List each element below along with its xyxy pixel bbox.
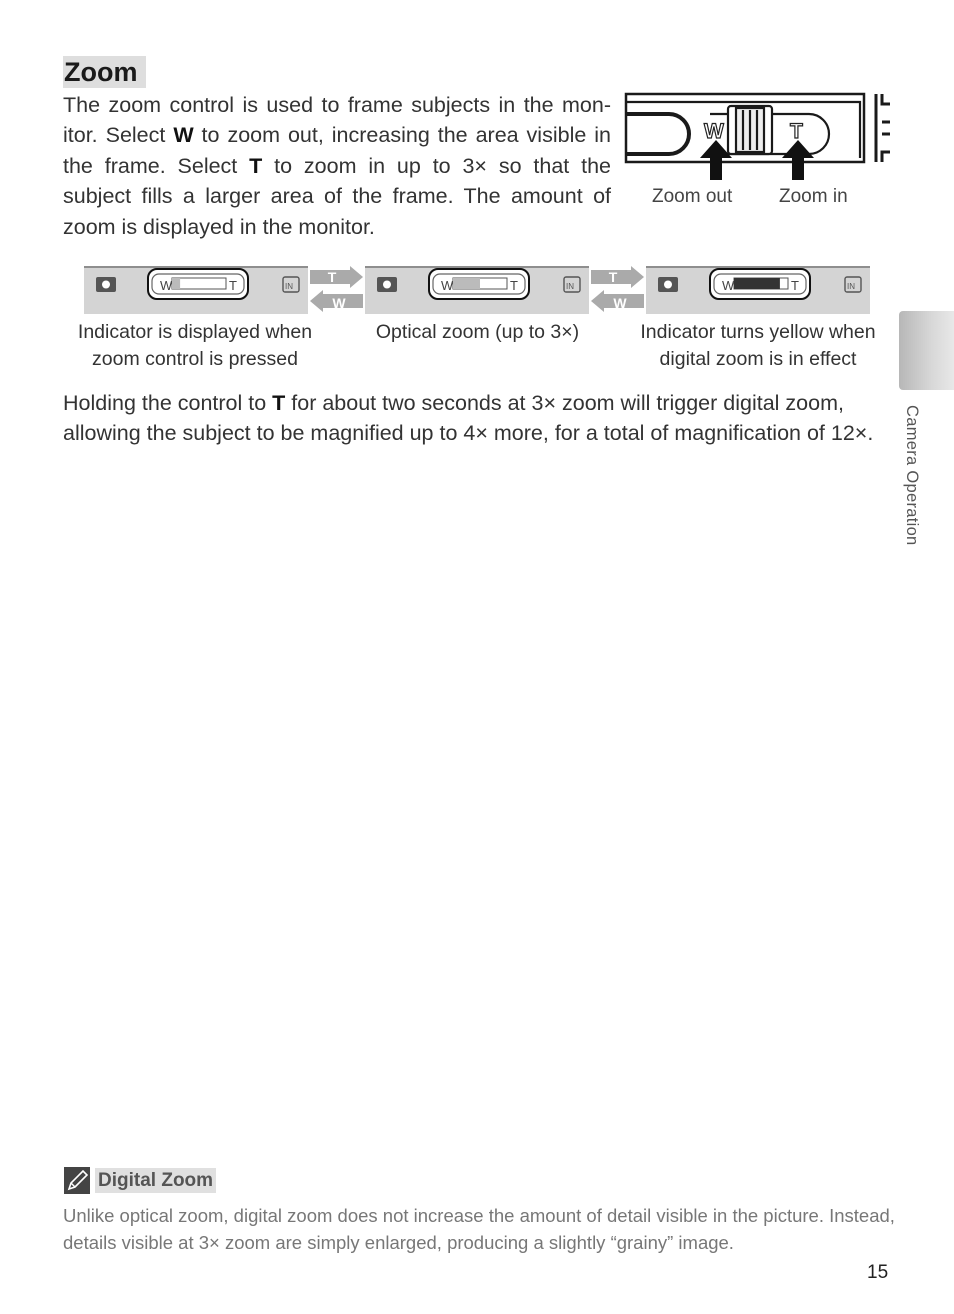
indicator-w-label: W: [160, 278, 173, 293]
indicator-w-label: W: [441, 278, 454, 293]
monitor-zoom-strip: [84, 266, 872, 316]
intro-paragraph: [63, 90, 611, 242]
section-tab: [899, 311, 954, 390]
camera-lens-icon: [664, 281, 672, 289]
arrow-t-label: T: [327, 269, 337, 285]
page-title: Zoom: [63, 56, 146, 88]
zoom-in-arrow-icon: [782, 140, 814, 180]
indicator-w-label: W: [722, 278, 735, 293]
camera-lens-icon: [383, 281, 391, 289]
diagram-t-label: T: [790, 120, 803, 143]
intro-text-3: to zoom in up to 3× so that the subject fills a larger area of the frame. The amount of zoom is displayed in the monitor.: [63, 153, 611, 239]
holding-text-2: for about two seconds at 3× zoom will trigger digital zoom, allowing the subject to be magnified up to 4× more, for a total of magnification of 12×.: [63, 391, 874, 446]
panel-caption-indicator: Indicator is displayed when zoom control is pressed: [77, 321, 313, 370]
internal-memory-label: IN: [847, 282, 855, 291]
w-key-label: W: [173, 123, 194, 148]
zoom-in-step-arrow-icon: [310, 266, 363, 288]
zoom-bar-fill: [734, 278, 780, 289]
holding-text-1: Holding the control to: [63, 391, 273, 415]
t-key-label: T: [249, 153, 263, 178]
panel-caption-optical: Optical zoom (up to 3×): [375, 321, 580, 343]
indicator-t-label: T: [229, 278, 237, 293]
indicator-t-label: T: [791, 278, 799, 293]
note-title: Digital Zoom: [95, 1168, 216, 1193]
zoom-in-caption: Zoom in: [779, 186, 848, 207]
intro-text-1: The zoom control is used to frame subjects in the mon-itor. Select: [63, 93, 611, 148]
arrow-w-label: W: [613, 295, 627, 311]
page-number: 15: [867, 1262, 889, 1283]
diagram-w-label: W: [704, 120, 724, 143]
intro-text-2: to zoom out, increasing the area visible in the frame. Select: [63, 123, 611, 178]
panel-caption-digital: Indicator turns yellow when digital zoom is in effect: [640, 321, 876, 370]
section-label: Camera Operation: [903, 405, 921, 546]
zoom-out-caption: Zoom out: [652, 186, 733, 207]
zoom-in-step-arrow-icon: [591, 266, 644, 288]
digital-zoom-paragraph: [63, 388, 893, 449]
camera-lens-icon: [102, 281, 110, 289]
internal-memory-label: IN: [285, 282, 293, 291]
arrow-t-label: T: [608, 269, 618, 285]
pencil-note-icon: [64, 1167, 90, 1194]
zoom-bar-fill: [453, 278, 480, 289]
internal-memory-label: IN: [566, 282, 574, 291]
zoom-control-diagram: [624, 92, 894, 182]
holding-t-label: T: [272, 391, 286, 415]
note-body: Unlike optical zoom, digital zoom does not increase the amount of detail visible in the picture. Instead, details visible at 3× zoom are simply enlarged, producing a slightly “grainy” image.: [63, 1205, 895, 1253]
indicator-t-label: T: [510, 278, 518, 293]
zoom-bar-fill: [172, 278, 180, 289]
zoom-bar-track: [172, 278, 226, 289]
arrow-w-label: W: [332, 295, 346, 311]
